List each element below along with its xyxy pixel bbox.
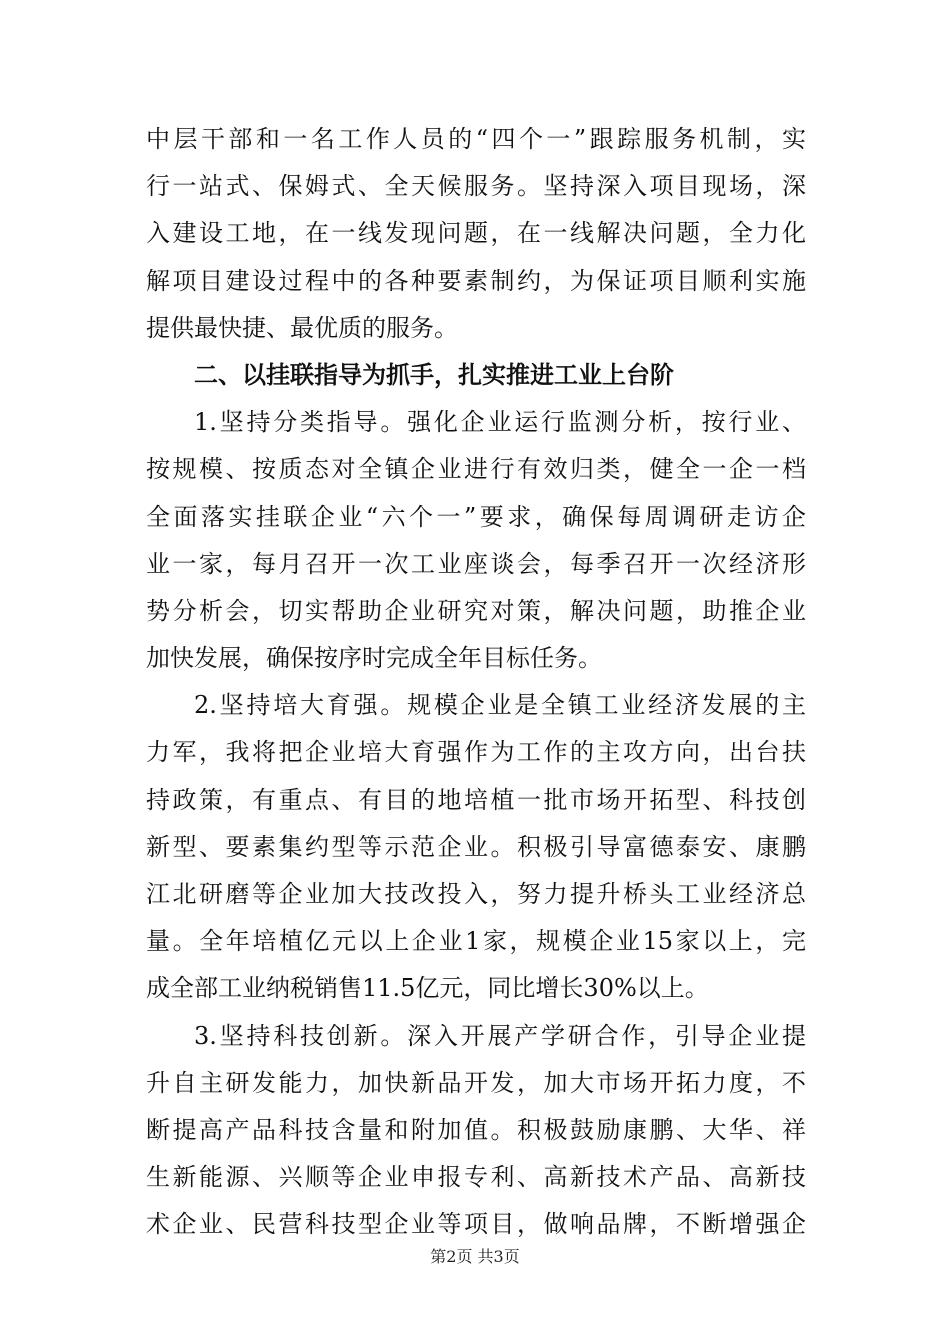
- text-line: 2.坚持培大育强。规模企业是全镇工业经济发展的主: [194, 691, 806, 720]
- text-line: 成全部工业纳税销售11.5亿元，同比增长30%以上。: [146, 974, 709, 1003]
- text-line: 全面落实挂联企业“六个一”要求，确保每周调研走访企: [146, 502, 806, 531]
- text-line: 力军，我将把企业培大育强作为工作的主攻方向，出台扶: [146, 738, 806, 767]
- text-line: 持政策，有重点、有目的地培植一批市场开拓型、科技创: [146, 785, 806, 814]
- document-body: [146, 116, 806, 1249]
- text-line: 加快发展，确保按序时完成全年目标任务。: [146, 644, 602, 673]
- paragraph-continuation: [146, 116, 806, 352]
- text-line: 升自主研发能力，加快新品开发，加大市场开拓力度，不: [146, 1068, 806, 1097]
- text-line: 生新能源、兴顺等企业申报专利、高新技术产品、高新技: [146, 1163, 806, 1192]
- text-line: 新型、要素集约型等示范企业。积极引导富德泰安、康鹏: [146, 832, 806, 861]
- text-line: 中层干部和一名工作人员的“四个一”跟踪服务机制，实: [146, 125, 806, 153]
- text-line: 势分析会，切实帮助企业研究对策，解决问题，助推企业: [146, 596, 806, 625]
- text-line: 量。全年培植亿元以上企业1家，规模企业15家以上，完: [146, 927, 806, 956]
- text-line: 行一站式、保姆式、全天候服务。坚持深入项目现场，深: [146, 172, 806, 201]
- text-line: 解项目建设过程中的各种要素制约，为保证项目顺利实施: [146, 266, 806, 295]
- paragraph-classified-guidance: [146, 399, 806, 682]
- text-line: 江北研磨等企业加大技改投入，努力提升桥头工业经济总: [146, 880, 806, 908]
- paragraph-grow-strong: [146, 682, 806, 1012]
- text-line: 按规模、按质态对全镇企业进行有效归类，健全一企一档: [146, 455, 806, 484]
- text-line: 入建设工地，在一线发现问题，在一线解决问题，全力化: [146, 219, 806, 248]
- section-heading: [146, 352, 806, 399]
- text-line: 术企业、民营科技型企业等项目，做响品牌，不断增强企: [146, 1210, 806, 1239]
- page-footer: [0, 1244, 950, 1267]
- text-line: 提供最快捷、最优质的服务。: [146, 313, 458, 342]
- heading-line: 二、以挂联指导为抓手，扎实推进工业上台阶: [194, 360, 674, 389]
- text-line: 3.坚持科技创新。深入开展产学研合作，引导企业提: [194, 1021, 806, 1050]
- text-line: 1.坚持分类指导。强化企业运行监测分析，按行业、: [194, 408, 806, 437]
- text-line: 断提高产品科技含量和附加值。积极鼓励康鹏、大华、祥: [146, 1115, 806, 1144]
- page-number-label: 第2页 共3页: [430, 1247, 520, 1266]
- paragraph-tech-innovation: [146, 1013, 806, 1249]
- text-line: 业一家，每月召开一次工业座谈会，每季召开一次经济形: [146, 549, 806, 578]
